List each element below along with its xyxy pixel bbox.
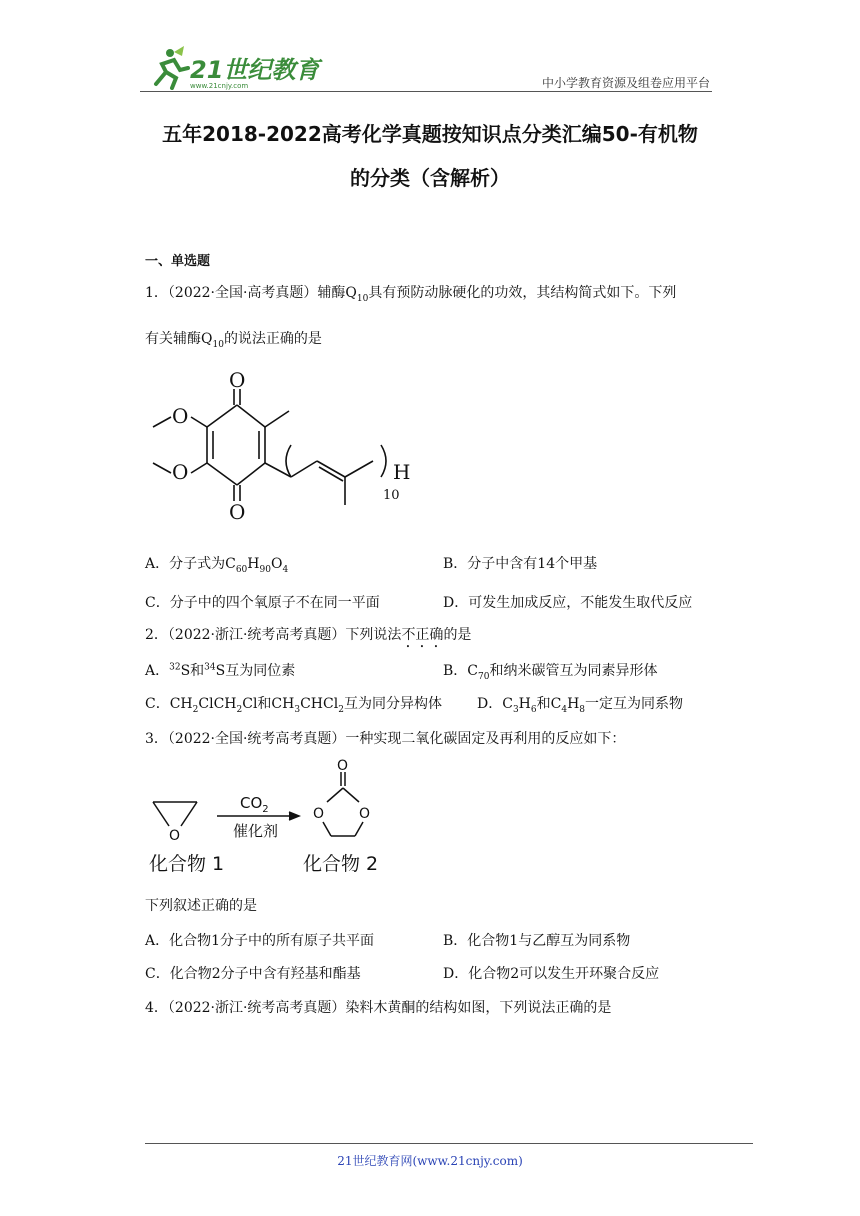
q1-option-a[interactable]: A．分子式为$C_{60}H_{90}O_4$: [145, 556, 289, 575]
q1-stem-line2: 有关辅酶$Q_{10}$的说法正确的是: [145, 331, 322, 350]
q4-stem: 4．（2022·浙江·统考高考真题）染料木黄酮的结构如图，下列说法正确的是: [145, 1000, 612, 1016]
q2-option-d[interactable]: D．$C_3H_6$和$C_4H_8$一定互为同系物: [477, 696, 684, 715]
q3-option-d[interactable]: D．化合物2可以发生开环聚合反应: [443, 966, 660, 982]
q1-option-b[interactable]: B．分子中含有14个甲基: [443, 556, 598, 572]
atom-o-methoxy2: O: [172, 460, 189, 484]
q3-option-b[interactable]: B．化合物1与乙醇互为同系物: [443, 933, 631, 949]
q2-option-c[interactable]: C．$CH_2ClCH_2Cl$和$CH_3CHCl_2$互为同分异构体: [145, 696, 442, 715]
page-title-line1: 五年2018-2022高考化学真题按知识点分类汇编50-有机物: [162, 122, 698, 146]
q3-option-c[interactable]: C．化合物2分子中含有羟基和酯基: [145, 966, 361, 982]
runner-icon: [156, 46, 188, 88]
atom-o-ring-right: O: [359, 806, 371, 822]
page-title-line2: 的分类（含解析）: [350, 166, 510, 190]
atom-o-ring-left: O: [313, 806, 325, 822]
q3-stem: 3．（2022·全国·统考高考真题）一种实现二氧化碳固定及再利用的反应如下：: [145, 731, 626, 747]
q1-option-d[interactable]: D．可发生加成反应，不能发生取代反应: [443, 595, 693, 611]
repeat-count: 10: [383, 488, 400, 503]
q1-option-c[interactable]: C．分子中的四个氧原子不在同一平面: [145, 595, 380, 611]
q2-option-b[interactable]: B．$C_{70}$和纳米碳管互为同素异形体: [443, 663, 658, 682]
atom-h: H: [393, 460, 411, 484]
q1-stem-line1: 1．（2022·全国·高考真题）辅酶$Q_{10}$具有预防动脉硬化的功效，其结构简式如下。下列: [145, 285, 677, 304]
q3-option-a[interactable]: A．化合物1分子中的所有原子共平面: [145, 933, 375, 949]
atom-o-epoxide: O: [169, 828, 181, 844]
atom-o-carbonyl: O: [337, 758, 349, 774]
header-divider: [140, 91, 712, 92]
reagent-co2: $CO_2$: [240, 794, 269, 815]
compound2-label: 化合物 2: [303, 853, 379, 875]
footer-link[interactable]: 21世纪教育网(www.21cnjy.com): [337, 1154, 523, 1168]
logo-url: www.21cnjy.com: [190, 82, 249, 90]
q2-stem: 2．（2022·浙江·统考高考真题）下列说法不正确的是: [145, 627, 472, 643]
logo-text: 21世纪教育: [190, 56, 320, 84]
platform-label: 中小学教育资源及组卷应用平台: [541, 76, 710, 90]
atom-o-bottom: O: [229, 500, 246, 524]
catalyst-label: 催化剂: [233, 822, 279, 840]
compound1-label: 化合物 1: [149, 853, 225, 875]
reaction-scheme: [145, 758, 405, 880]
emphasis-not-correct: 不正确: [401, 627, 444, 643]
site-logo: [140, 44, 340, 90]
q3-question: 下列叙述正确的是: [145, 898, 257, 914]
section-heading: 一、单选题: [145, 254, 211, 269]
atom-o-methoxy1: O: [172, 404, 189, 428]
footer-divider: [145, 1143, 753, 1144]
coenzyme-q10-structure: [145, 365, 415, 525]
q2-option-a[interactable]: A．$^{32}$S和$^{34}$S互为同位素: [145, 662, 296, 679]
atom-o-top: O: [229, 368, 246, 392]
